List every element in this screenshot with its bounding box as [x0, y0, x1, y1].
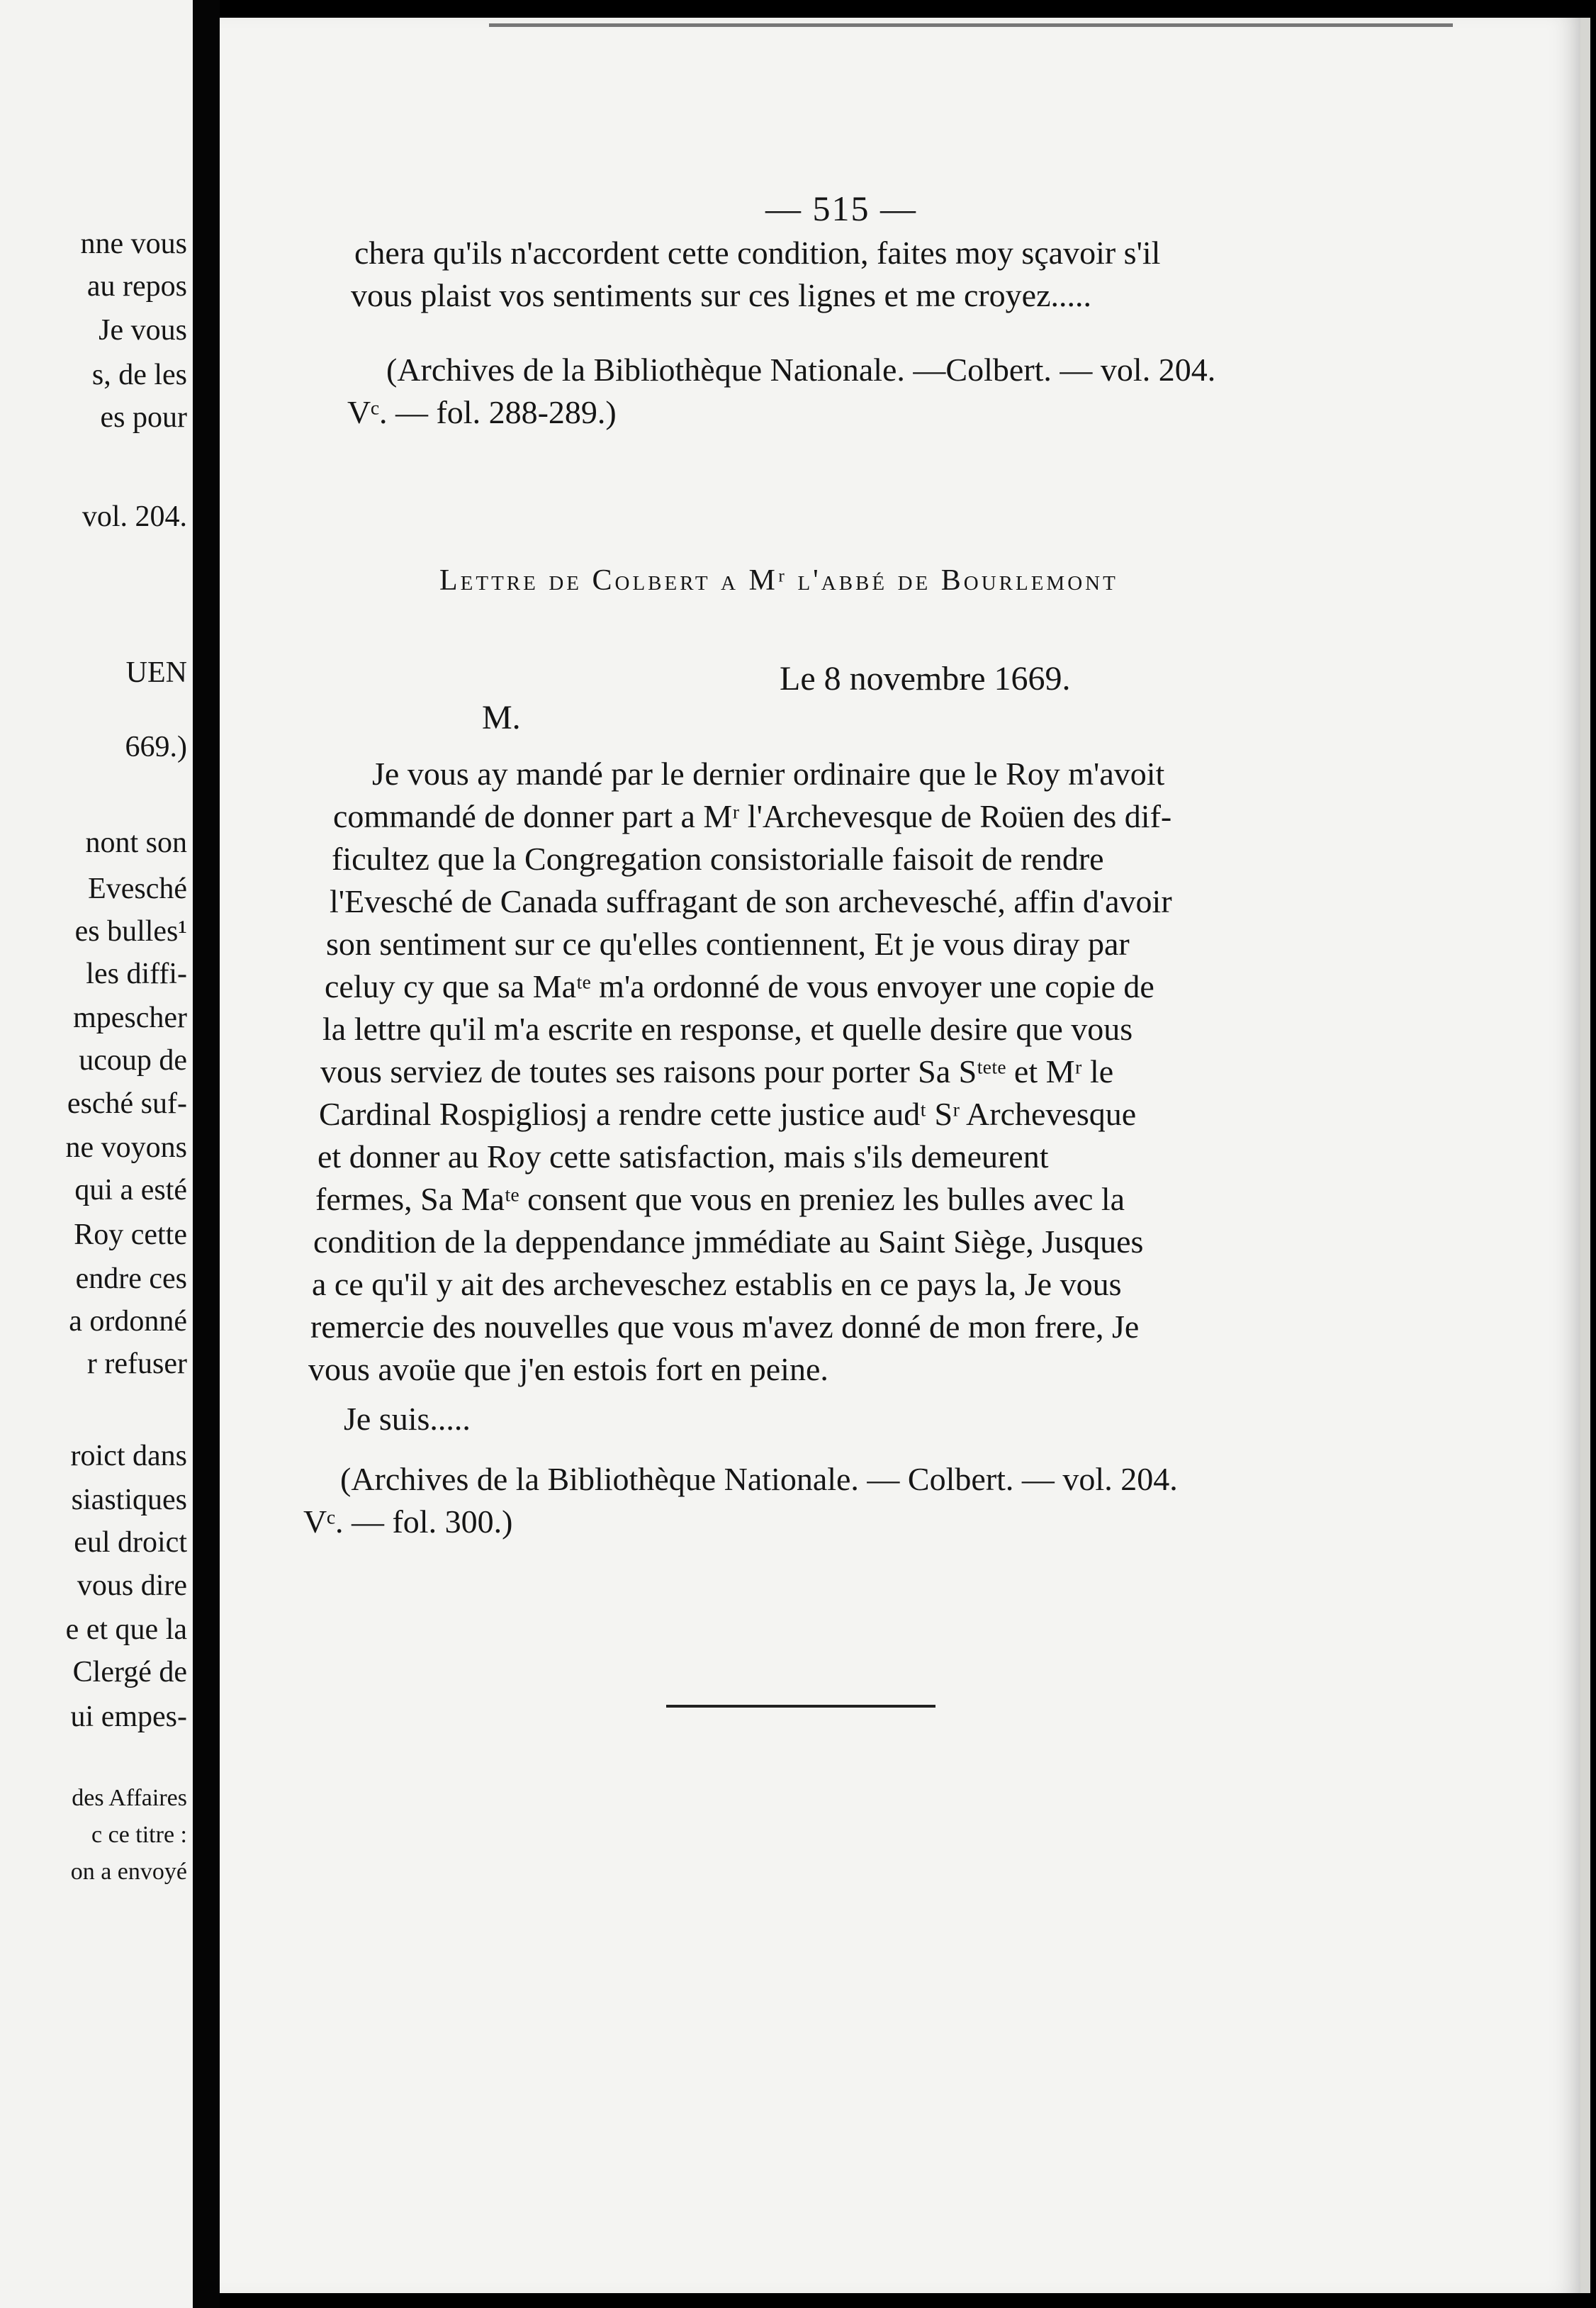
left-page-fragment: mpescher: [73, 1002, 187, 1034]
top-edge-rule: [489, 23, 1453, 27]
letter-line: commandé de donner part a Mʳ l'Archevesque de Roüen des dif-: [333, 798, 1172, 834]
letter-line: l'Evesché de Canada suffragant de son archevesché, affin d'avoir: [330, 883, 1172, 919]
left-page-fragment: a ordonné: [69, 1305, 187, 1338]
book-spine: [193, 0, 220, 2308]
letter-date: Le 8 novembre 1669.: [780, 660, 1071, 698]
left-page-fragment: s, de les: [91, 359, 187, 391]
source-citation-line: Vᶜ. — fol. 300.): [303, 1503, 513, 1540]
left-page-fragment: UEN: [125, 656, 187, 689]
letter-heading: [439, 564, 1118, 598]
salutation: M.: [482, 699, 521, 736]
left-page-footnote-fragment: des Affaires: [72, 1785, 187, 1811]
left-page-fragment: ui empes-: [70, 1701, 187, 1733]
letter-line: Cardinal Rospigliosj a rendre cette justice audᵗ Sʳ Archevesque: [319, 1096, 1137, 1132]
left-page-fragment: e et que la: [65, 1613, 187, 1646]
left-page-fragment: nont son: [85, 827, 187, 859]
left-page-fragment: endre ces: [75, 1262, 187, 1295]
letter-line: vous serviez de toutes ses raisons pour porter Sa Sᵗᵉᵗᵉ et Mʳ le: [320, 1053, 1114, 1089]
left-page-fragment: vous dire: [77, 1569, 187, 1602]
left-page-fragment: vol. 204.: [82, 500, 187, 533]
previous-page-edge: [0, 0, 193, 2308]
left-page-fragment: au repos: [86, 270, 187, 303]
left-page-fragment: ucoup de: [79, 1044, 187, 1077]
source-citation-line: (Archives de la Bibliothèque Nationale. —Colbert. — vol. 204.: [386, 352, 1216, 388]
left-page-fragment: es bulles¹: [74, 915, 187, 948]
left-page-fragment: Roy cette: [74, 1219, 187, 1251]
letter-line: la lettre qu'il m'a escrite en response, et quelle desire que vous: [322, 1011, 1133, 1047]
letter-line: Je vous ay mandé par le dernier ordinaire que le Roy m'avoit: [372, 756, 1165, 792]
left-page-fragment: es pour: [100, 401, 187, 434]
left-page-fragment: siastiques: [71, 1484, 187, 1516]
left-page-footnote-fragment: on a envoyé: [70, 1859, 187, 1885]
left-page-fragment: nne vous: [80, 228, 187, 260]
letter-line: son sentiment sur ce qu'elles contiennent, Et je vous diray par: [326, 926, 1130, 962]
left-page-fragment: les diffi-: [86, 958, 187, 990]
intro-line: chera qu'ils n'accordent cette condition, faites moy sçavoir s'il: [354, 235, 1161, 271]
page-number: — 515 —: [765, 189, 917, 228]
letter-line: fermes, Sa Maᵗᵉ consent que vous en preniez les bulles avec la: [315, 1181, 1125, 1217]
source-citation-line: (Archives de la Bibliothèque Nationale. — Colbert. — vol. 204.: [340, 1461, 1178, 1497]
letter-line: condition de la deppendance jmmédiate au Saint Siège, Jusques: [313, 1223, 1144, 1260]
left-page-fragment: Je vous: [99, 314, 187, 347]
left-page-fragment: ne voyons: [65, 1131, 187, 1164]
left-page-fragment: roict dans: [70, 1440, 187, 1472]
letter-line: a ce qu'il y ait des archeveschez establis en ce pays la, Je vous: [312, 1266, 1122, 1302]
left-page-footnote-fragment: c ce titre :: [91, 1822, 187, 1848]
letter-line: vous avoüe que j'en estois fort en peine.: [308, 1351, 828, 1387]
letter-line: remercie des nouvelles que vous m'avez donné de mon frere, Je: [310, 1309, 1140, 1345]
intro-line: vous plaist vos sentiments sur ces lignes et me croyez.....: [351, 277, 1092, 313]
letter-line: celuy cy que sa Maᵗᵉ m'a ordonné de vous envoyer une copie de: [325, 968, 1154, 1004]
end-rule: [666, 1705, 935, 1708]
left-page-fragment: 669.): [125, 731, 187, 763]
left-page-fragment: qui a esté: [74, 1174, 187, 1206]
left-page-fragment: Evesché: [88, 873, 187, 905]
left-page-fragment: Clergé de: [72, 1656, 187, 1688]
left-page-fragment: esché suf-: [67, 1087, 187, 1120]
source-citation-line: Vᶜ. — fol. 288-289.): [347, 394, 617, 430]
letter-heading-text: Lettre de Colbert a Mʳ l'abbé de Bourlemont: [439, 564, 1118, 597]
page: [220, 18, 1590, 2293]
letter-line: ficultez que la Congregation consistorialle faisoit de rendre: [332, 841, 1104, 877]
letter-line: et donner au Roy cette satisfaction, mais s'ils demeurent: [317, 1138, 1049, 1175]
left-page-fragment: eul droict: [74, 1526, 187, 1559]
letter-closing: Je suis.....: [344, 1401, 471, 1437]
left-page-fragment: r refuser: [86, 1348, 187, 1380]
